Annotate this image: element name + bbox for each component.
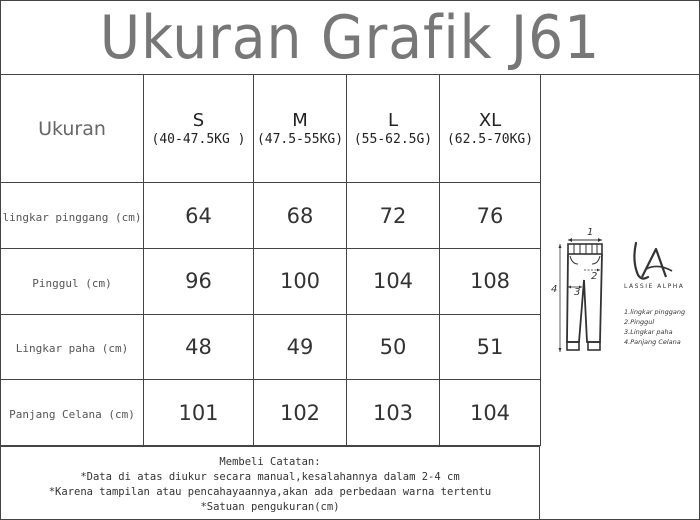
- value: 104: [372, 269, 414, 294]
- value-cell: [347, 380, 440, 446]
- row-label-cell: [1, 314, 144, 380]
- value-cell: [254, 183, 347, 249]
- dimension-label-4: 4: [551, 284, 558, 295]
- table-row: [1, 249, 541, 315]
- brand-logo-mark: [628, 237, 688, 287]
- value: 48: [185, 334, 212, 359]
- size-name: S: [192, 109, 205, 131]
- value: 50: [379, 334, 407, 359]
- value-cell: [440, 183, 541, 249]
- notes-section: [0, 446, 540, 520]
- size-range: (40-47.5KG ): [151, 131, 246, 147]
- table-header-row: [1, 75, 541, 183]
- dimension-label-3: 3: [574, 287, 581, 298]
- value: 104: [469, 400, 511, 425]
- size-chart-table: [0, 74, 541, 446]
- notes-line: *Satuan pengukuran(cm): [200, 501, 340, 513]
- brand-logo: [628, 237, 688, 287]
- pants-measurement-icon: [554, 230, 614, 360]
- value: 103: [372, 400, 414, 425]
- brand-name: LASSIE ALPHA: [624, 283, 685, 290]
- legend-item: 4.Panjang Celana: [624, 338, 681, 346]
- value-cell: [440, 314, 541, 380]
- value-cell: [347, 249, 440, 315]
- value: 108: [469, 269, 511, 294]
- value: 100: [279, 269, 321, 294]
- value-cell: [347, 183, 440, 249]
- value: 101: [178, 400, 219, 425]
- value-cell: [254, 314, 347, 380]
- header-label-cell: [1, 75, 144, 183]
- size-name: L: [387, 109, 399, 131]
- value: 49: [286, 334, 314, 359]
- value-cell: [144, 314, 254, 380]
- dimension-label-2: 2: [591, 271, 598, 282]
- size-range: (47.5-55KG): [256, 131, 344, 147]
- table-row: [1, 314, 541, 380]
- legend-item: 1.lingkar pinggang: [624, 308, 686, 316]
- title-box: [0, 0, 700, 75]
- header-label: Ukuran: [38, 117, 106, 140]
- value-cell: [144, 380, 254, 446]
- notes-heading: Membeli Catatan:: [219, 456, 321, 468]
- value: 72: [379, 203, 407, 228]
- value: 68: [286, 203, 314, 228]
- value-cell: [347, 314, 440, 380]
- size-range: (55-62.5G): [353, 131, 433, 147]
- measurement-legend: [624, 307, 685, 347]
- value-cell: [440, 249, 541, 315]
- row-label: Panjang Celana (cm): [9, 408, 135, 422]
- legend-item: 2.Pinggul: [624, 318, 655, 326]
- value-cell: [144, 249, 254, 315]
- notes-line: *Data di atas diukur secara manual,kesalahannya dalam 2-4 cm: [80, 471, 460, 483]
- page-title: Ukuran Grafik J61: [99, 2, 601, 73]
- table-row: [1, 380, 541, 446]
- value-cell: [254, 380, 347, 446]
- value-cell: [254, 249, 347, 315]
- value-cell: [144, 183, 254, 249]
- dimension-label-1: 1: [587, 227, 594, 238]
- value: 102: [279, 400, 321, 425]
- table-row: [1, 183, 541, 249]
- value: 64: [185, 203, 212, 228]
- size-header-s: [144, 75, 254, 183]
- value: 51: [476, 334, 504, 359]
- notes-line: *Karena tampilan atau pencahayaannya,akan ada perbedaan warna tertentu: [48, 486, 492, 498]
- size-header-l: [347, 75, 440, 183]
- size-name: M: [292, 109, 308, 131]
- value-cell: [440, 380, 541, 446]
- size-range: (62.5-70KG): [446, 131, 534, 147]
- pants-diagram: [551, 227, 614, 360]
- row-label: Pinggul (cm): [32, 276, 112, 290]
- row-label-cell: [1, 380, 144, 446]
- side-panel: [540, 75, 700, 446]
- legend-item: 3.Lingkar paha: [624, 328, 673, 336]
- size-header-xl: [440, 75, 541, 183]
- size-name: XL: [478, 109, 502, 131]
- row-label: Lingkar paha (cm): [15, 342, 129, 356]
- value: 76: [476, 203, 504, 228]
- row-label-cell: [1, 249, 144, 315]
- row-label-cell: [1, 183, 144, 249]
- row-label: lingkar pinggang (cm): [2, 211, 142, 225]
- value: 96: [185, 269, 212, 294]
- size-header-m: [254, 75, 347, 183]
